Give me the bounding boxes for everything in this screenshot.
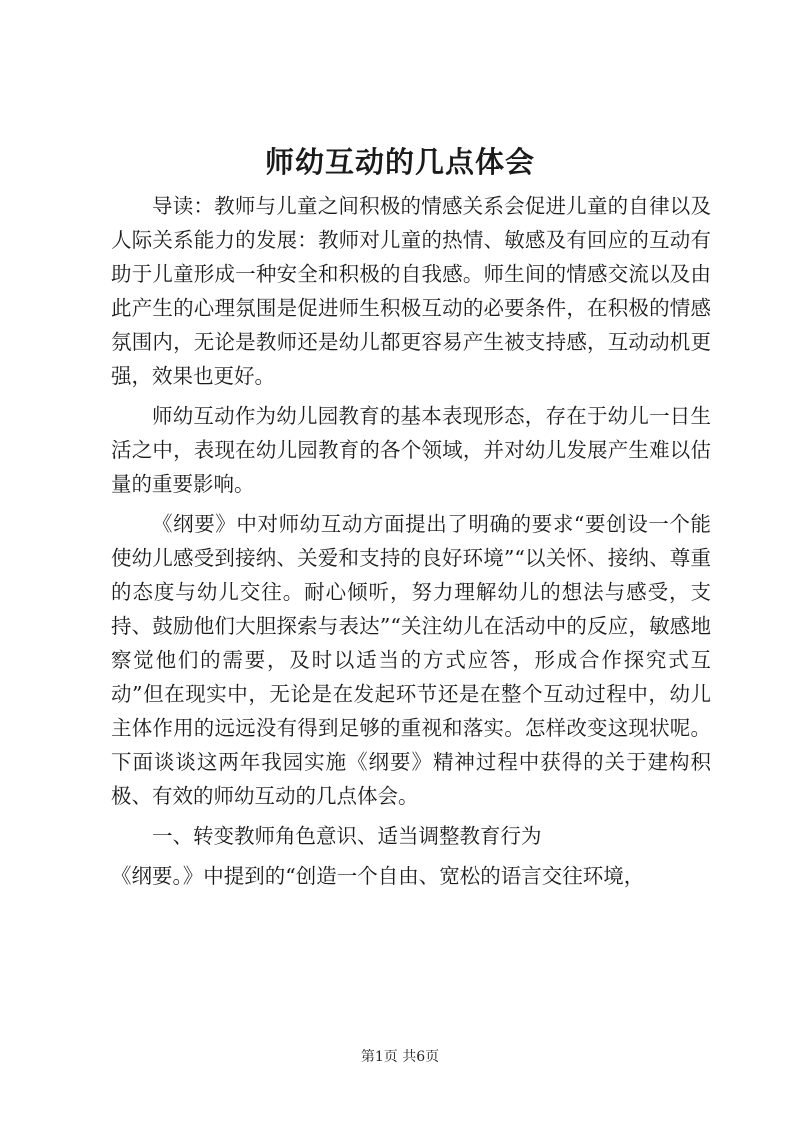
section-heading-1: 一、转变教师角色意识、适当调整教育行为 [152, 824, 542, 848]
page-footer: 第1页 共6页 [360, 1049, 440, 1065]
paragraph-3: 《纲要》中对师幼互动方面提出了明确的要求“要创设一个能使幼儿感受到接纳、关爱和支持的良好环境”“以关怀、接纳、尊重的态度与幼儿交往。耐心倾听，努力理解幼儿的想法与感受，支持、鼓励他们大胆探索与表达”“关注幼儿在活动中的反应，敏感地察觉他们的需要，及时以适当的方式应答，形成合作探究式互动”但在现实中，无论是在发起环节还是在整个互动过程中，幼儿主体作用的远远没有得到足够的重视和落实。怎样改变这现状呢。下面谈谈这两年我园实施《纲要》精神过程中获得的关于建构积极、有效的师幼互动的几点体会。 [111, 512, 711, 808]
paragraph-2: 师幼互动作为幼儿园教育的基本表现形态，存在于幼儿一日生活之中，表现在幼儿园教育的各个领域，并对幼儿发展产生难以估量的重要影响。 [111, 404, 711, 496]
document-body [111, 189, 711, 899]
paragraph-intro: 导读：教师与儿童之间积极的情感关系会促进儿童的自律以及人际关系能力的发展：教师对儿童的热情、敏感及有回应的互动有助于儿童形成一种安全和积极的自我感。师生间的情感交流以及由此产生的心理氛围是促进师生积极互动的必要条件，在积极的情感氛围内，无论是教师还是幼儿都更容易产生被支持感，互动动机更强，效果也更好。 [111, 194, 711, 388]
paragraph-5: 《纲要。》中提到的“创造一个自由、宽松的语言交往环境， [111, 864, 645, 888]
document-title: 师幼互动的几点体会 [264, 145, 535, 179]
